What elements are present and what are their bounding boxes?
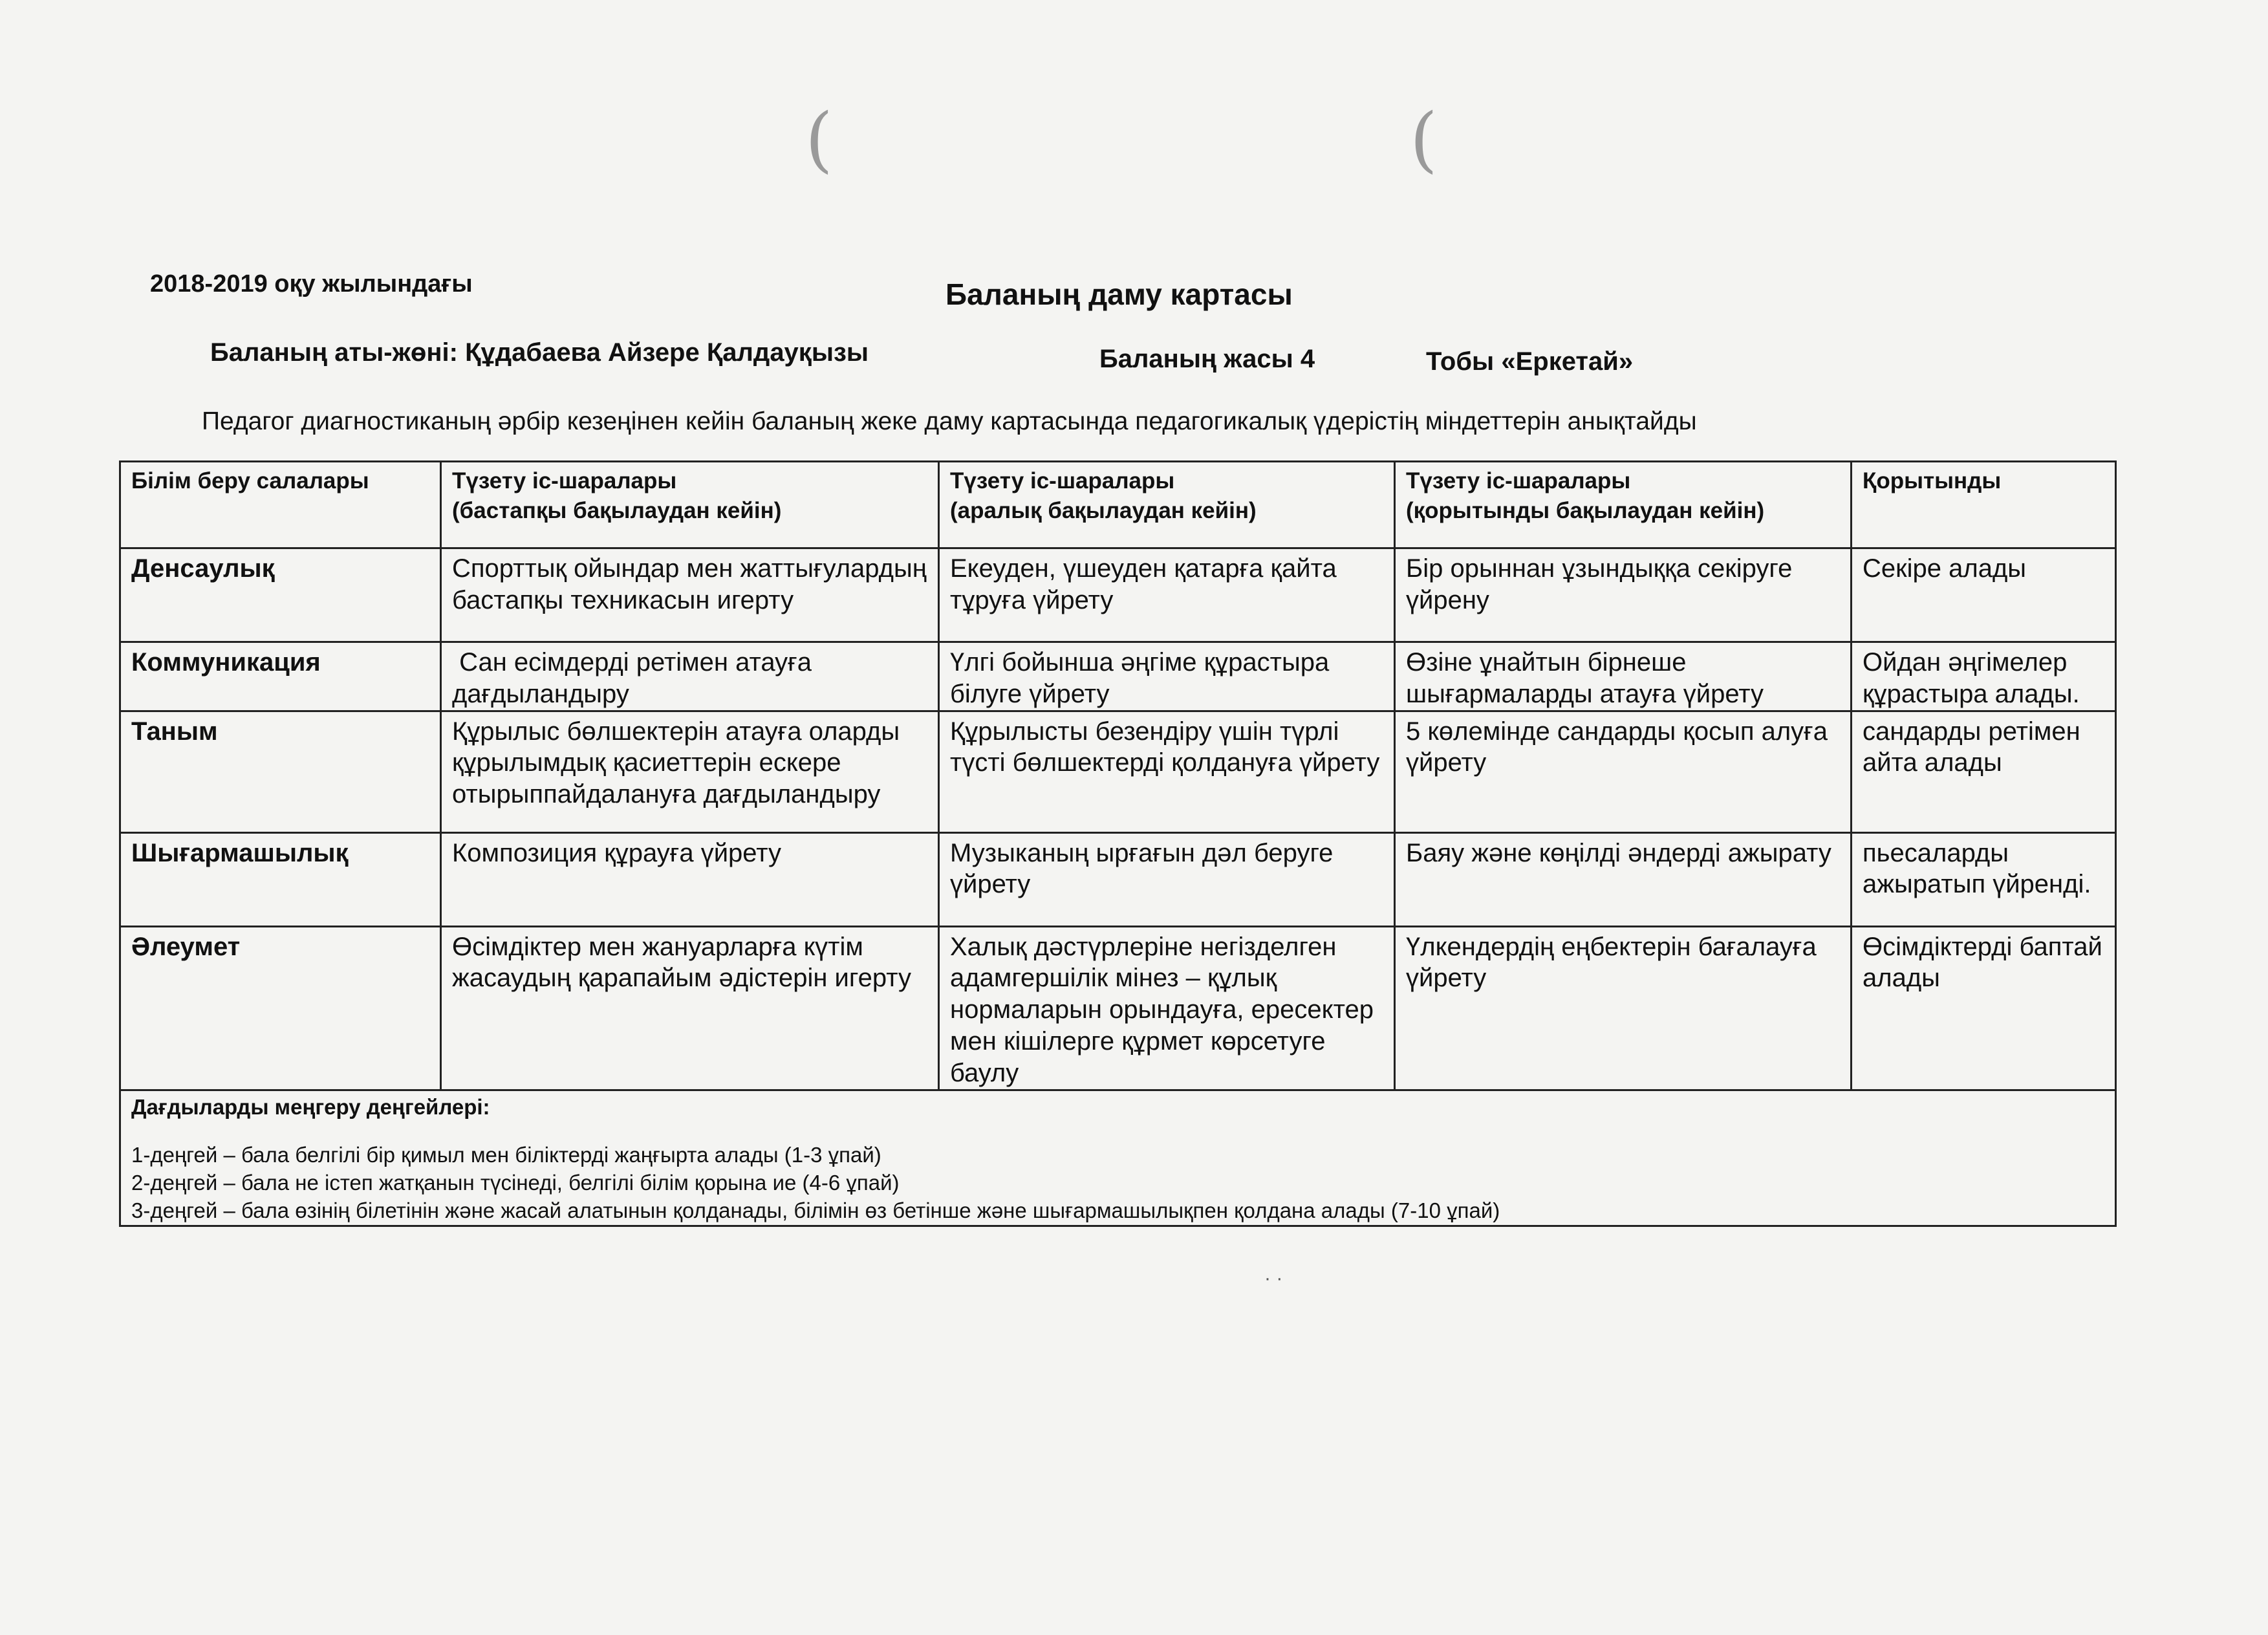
level-item: 3-деңгей – бала өзінің білетінін және жасай алатынын қолданады, білімін өз бетінше және шығармашылықпен қолдана алады (7-10 ұпай) (131, 1198, 1500, 1223)
scan-speck: · · (1264, 1268, 1283, 1289)
table-row (120, 642, 2116, 711)
initial-cell: Спорттық ойындар мен жаттығулардың бастапқы техникасын игерту (441, 548, 939, 642)
conclusion-cell: Өсімдіктерді баптай алады (1852, 926, 2116, 1090)
column-header-area: Білім беру салалары (120, 462, 441, 548)
interim-cell: Үлгі бойынша әңгіме құрастыра білуге үйрету (939, 642, 1395, 711)
interim-cell: Халық дәстүрлеріне негізделген адамгершілік мінез – құлық нормаларын орындауға, ересектер мен кішілерге құрмет көрсетуге баулу (939, 926, 1395, 1090)
interim-cell: Құрылысты безендіру үшін түрлі түсті бөлшектерді қолдануға үйрету (939, 711, 1395, 832)
table-row (120, 926, 2116, 1090)
column-header-final: Түзету іс-шаралары (қорытынды бақылаудан кейін) (1395, 462, 1852, 548)
levels-row (120, 1090, 2116, 1226)
area-cell: Таным (120, 711, 441, 832)
group-name: Тобы «Еркетай» (1426, 347, 1634, 376)
page-title: Баланың даму картасы (945, 277, 1293, 311)
level-item: 2-деңгей – бала не істеп жатқанын түсінеді, белгілі білім қорына ие (4-6 ұпай) (131, 1171, 900, 1195)
area-cell: Шығармашылық (120, 832, 441, 926)
conclusion-cell: сандарды ретімен айта алады (1852, 711, 2116, 832)
area-cell: Әлеумет (120, 926, 441, 1090)
levels-title: Дағдыларды меңгеру деңгейлері: (131, 1094, 490, 1119)
interim-cell: Музыканың ырғағын дәл беруге үйрету (939, 832, 1395, 926)
initial-cell: Композиция құрауға үйрету (441, 832, 939, 926)
final-cell: Өзіне ұнайтын бірнеше шығармаларды атауға үйрету (1395, 642, 1852, 711)
conclusion-cell: Ойдан әңгімелер құрастыра алады. (1852, 642, 2116, 711)
area-cell: Денсаулық (120, 548, 441, 642)
academic-year: 2018-2019 оқу жылындағы (150, 270, 473, 298)
punch-hole-mark-right: ( (1410, 98, 1438, 180)
interim-cell: Екеуден, үшеуден қатарға қайта тұруға үйрету (939, 548, 1395, 642)
final-cell: Баяу және көңілді әндерді ажырату (1395, 832, 1852, 926)
table-row (120, 832, 2116, 926)
child-name: Баланың аты-жөні: Құдабаева Айзере Қалдауқызы (210, 338, 869, 367)
final-cell: Бір орыннан ұзындыққа секіруге үйрену (1395, 548, 1852, 642)
final-cell: Үлкендердің еңбектерін бағалауға үйрету (1395, 926, 1852, 1090)
table-header-row (120, 462, 2116, 548)
table-row (120, 711, 2116, 832)
child-age: Баланың жасы 4 (1099, 345, 1315, 373)
intro-text: Педагог диагностиканың әрбір кезеңінен кейін баланың жеке даму картасында педагогикалық үдерістің міндеттерін анықтайды (202, 407, 1697, 435)
development-map-table (119, 460, 2117, 1227)
column-header-initial: Түзету іс-шаралары (бастапқы бақылаудан кейін) (441, 462, 939, 548)
column-header-interim: Түзету іс-шаралары (аралық бақылаудан кейін) (939, 462, 1395, 548)
levels-cell (120, 1090, 2116, 1226)
initial-cell: Өсімдіктер мен жануарларға күтім жасаудың қарапайым әдістерін игерту (441, 926, 939, 1090)
conclusion-cell: Секіре алады (1852, 548, 2116, 642)
initial-cell: Құрылыс бөлшектерін атауға оларды құрылымдық қасиеттерін ескере отырыппайдалануға дағдыландыру (441, 711, 939, 832)
punch-hole-mark-left: ( (805, 98, 833, 180)
final-cell: 5 көлемінде сандарды қосып алуға үйрету (1395, 711, 1852, 832)
level-item: 1-деңгей – бала белгілі бір қимыл мен біліктерді жаңғырта алады (1-3 ұпай) (131, 1143, 881, 1167)
area-cell: Коммуникация (120, 642, 441, 711)
initial-cell: Сан есімдерді ретімен атауға дағдыландыру (441, 642, 939, 711)
column-header-conclusion: Қорытынды (1852, 462, 2116, 548)
conclusion-cell: пьесаларды ажыратып үйренді. (1852, 832, 2116, 926)
table-row (120, 548, 2116, 642)
